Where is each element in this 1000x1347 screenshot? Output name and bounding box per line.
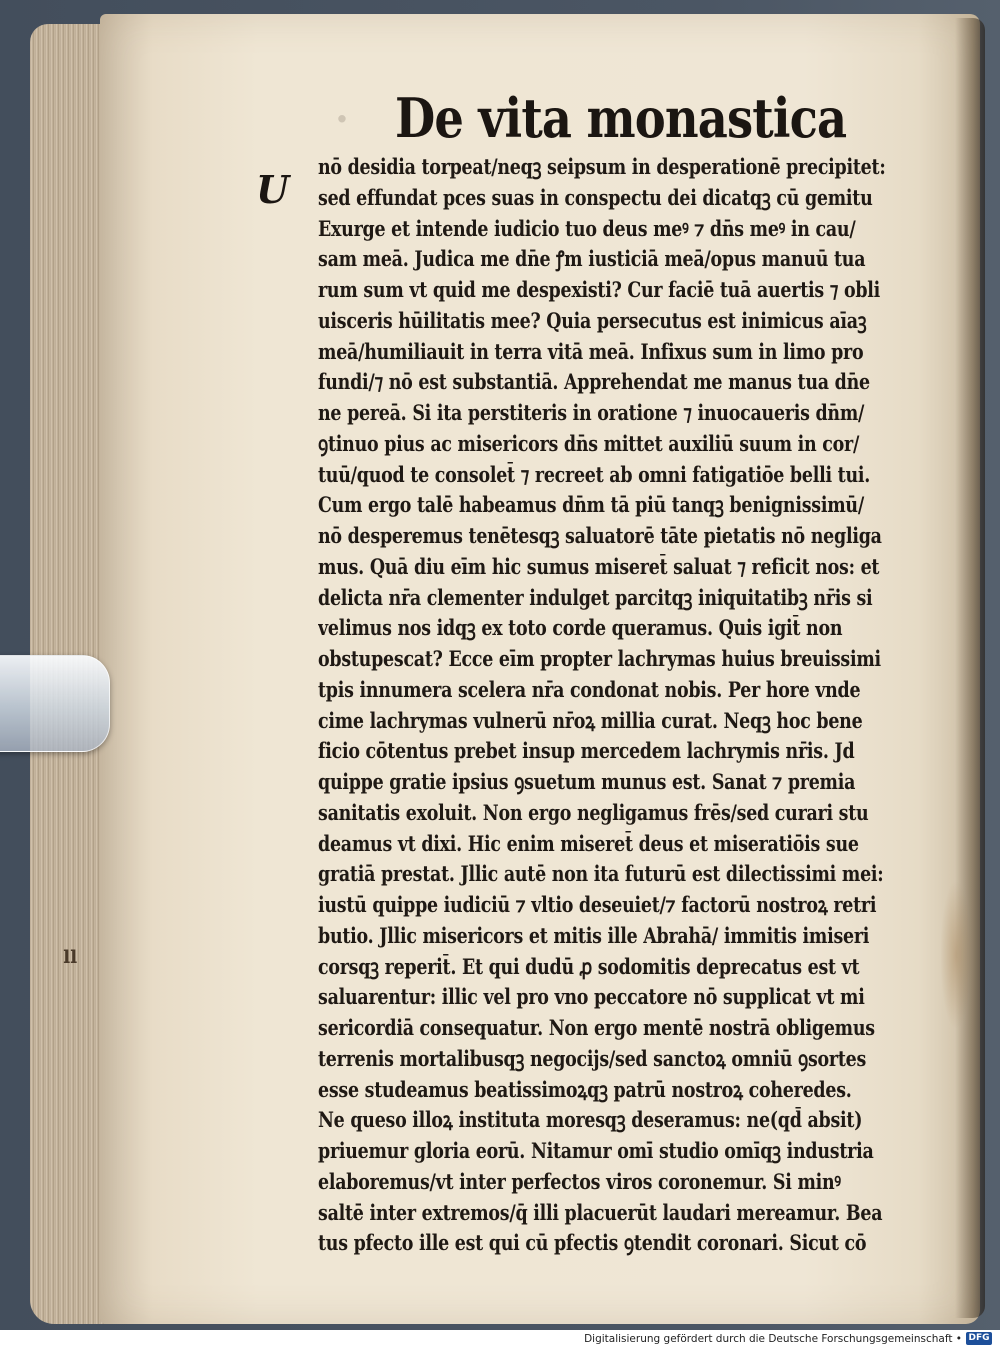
text-line: ne pereā. Si ita perstiteris in oratione ⁊ inuocaueris dn̄m/ <box>318 400 865 425</box>
text-line: ficio cōtentus prebet insup mercedem lachrymis nr̄is. Jd <box>318 738 855 764</box>
text-line: butio. Jllic misericors et mitis ille Abrahā/ immitis imiseri <box>318 922 870 948</box>
text-line: deamus vt dixi. Hic enim miseret̄ deus et miseratiōis sue <box>318 830 859 856</box>
text-line: mus. Quā diu eīm hic sumus miseret̄ saluat ⁊ reficit nos: et <box>318 553 880 579</box>
text-line: tpis innumera scelera nr̄a condonat nobis. Per hore vnde <box>318 676 861 702</box>
text-line: Ne queso illoꝝ instituta moresqꝫ deseramus: ne(qd̄ absit) <box>318 1107 863 1133</box>
text-line: sericordiā consequatur. Non ergo mentē nostrā obligemus <box>318 1015 875 1040</box>
text-line: sed effundat pces suas in conspectu dei dicatqꝫ cū gemitu <box>318 184 873 210</box>
text-line: tus pfecto ille est qui cū pfectis ꝯtendit coronari. Sicut cō <box>318 1230 867 1256</box>
marginal-initial: U <box>256 167 290 212</box>
text-line: corsqꝫ reperit̄. Et qui dudū ꝓ sodomitis deprecatus est vt <box>318 953 860 979</box>
text-line: fundi/⁊ nō est substantiā. Apprehendat me manus tua dn̄e <box>318 369 870 395</box>
edge-mark: ıı <box>63 940 78 970</box>
body-text <box>318 152 918 1259</box>
text-line: nō desidia torpeat/neqꝫ seipsum in desperationē precipitet: <box>318 154 886 179</box>
text-line: saluarentur: illic vel pro vno peccatore nō supplicat vt mi <box>318 984 865 1010</box>
text-line: meā/humiliauit in terra vitā meā. Infixus sum in limo pro <box>318 338 864 364</box>
text-line: Exurge et intende iudicio tuo deus meꝰ ⁊ dn̄s meꝰ in cau/ <box>318 215 856 241</box>
page-heading: De vita monastica <box>395 86 847 150</box>
text-line: delicta nr̄a clementer indulget parcitqꝫ iniquitatibꝫ nr̄is si <box>318 584 873 610</box>
text-line: obstupescat? Ecce eīm propter lachrymas huius breuissimi <box>318 646 881 671</box>
text-line: uisceris hūilitatis mee? Quia persecutus est inimicus aīaꝫ <box>318 307 867 333</box>
text-line: terrenis mortalibusqꝫ negocijs/sed sanctoꝝ omniū ꝯsortes <box>318 1045 867 1071</box>
text-line: elaboremus/vt inter perfectos viros coronemur. Si minꝰ <box>318 1168 841 1194</box>
text-line: quippe gratie ipsius ꝯsuetum munus est. Sanat ⁊ premia <box>318 769 856 794</box>
text-line: sam meā. Judica me dn̄e ꝭm iusticiā meā/opus manuū tua <box>318 246 866 272</box>
text-line: tuū/quod te consolet̄ ⁊ recreet ab omni fatigatiōe belli tui. <box>318 461 871 487</box>
text-line: priuemur gloria eorū. Nitamur omī studio omīqꝫ industria <box>318 1138 874 1163</box>
text-line: rum sum vt quid me despexisti? Cur faciē tuā auertis ⁊ obli <box>318 277 881 302</box>
show-through: · <box>335 96 349 143</box>
text-line: cime lachrymas vulnerū nr̄oꝝ millia curat. Neqꝫ hoc bene <box>318 707 863 733</box>
page-stain <box>940 880 972 1030</box>
dfg-logo-icon: DFG <box>966 1332 992 1345</box>
text-line: ꝯtinuo pius ac misericors dn̄s mittet auxiliū suum in cor/ <box>318 430 860 456</box>
text-line: Cum ergo talē habeamus dn̄m tā piū tanqꝫ benignissimū/ <box>318 492 864 518</box>
scanner-clip <box>0 655 110 752</box>
funding-credit: Digitalisierung gefördert durch die Deutsche Forschungsgemeinschaft • <box>584 1333 962 1345</box>
text-line: gratiā prestat. Jllic autē non ita futurū est dilectissimi mei: <box>318 861 884 887</box>
text-line: sanitatis exoluit. Non ergo negligamus frēs/sed curari stu <box>318 799 869 825</box>
text-line: velimus nos idqꝫ ex toto corde queramus. Quis igit̄ non <box>318 615 843 641</box>
text-line: nō desperemus tenētesqꝫ saluatorē tāte pietatis nō negliga <box>318 523 882 548</box>
text-line: iustū quippe iudiciū ⁊ vltio deseuiet/⁊ factorū nostroꝝ retri <box>318 892 877 917</box>
text-line: saltē inter extremos/q̄ illi placuerūt laudari mereamur. Bea <box>318 1199 883 1225</box>
text-line: esse studeamus beatissimoꝝqꝫ patrū nostroꝝ coheredes. <box>318 1076 852 1102</box>
book-gutter <box>955 18 985 1318</box>
